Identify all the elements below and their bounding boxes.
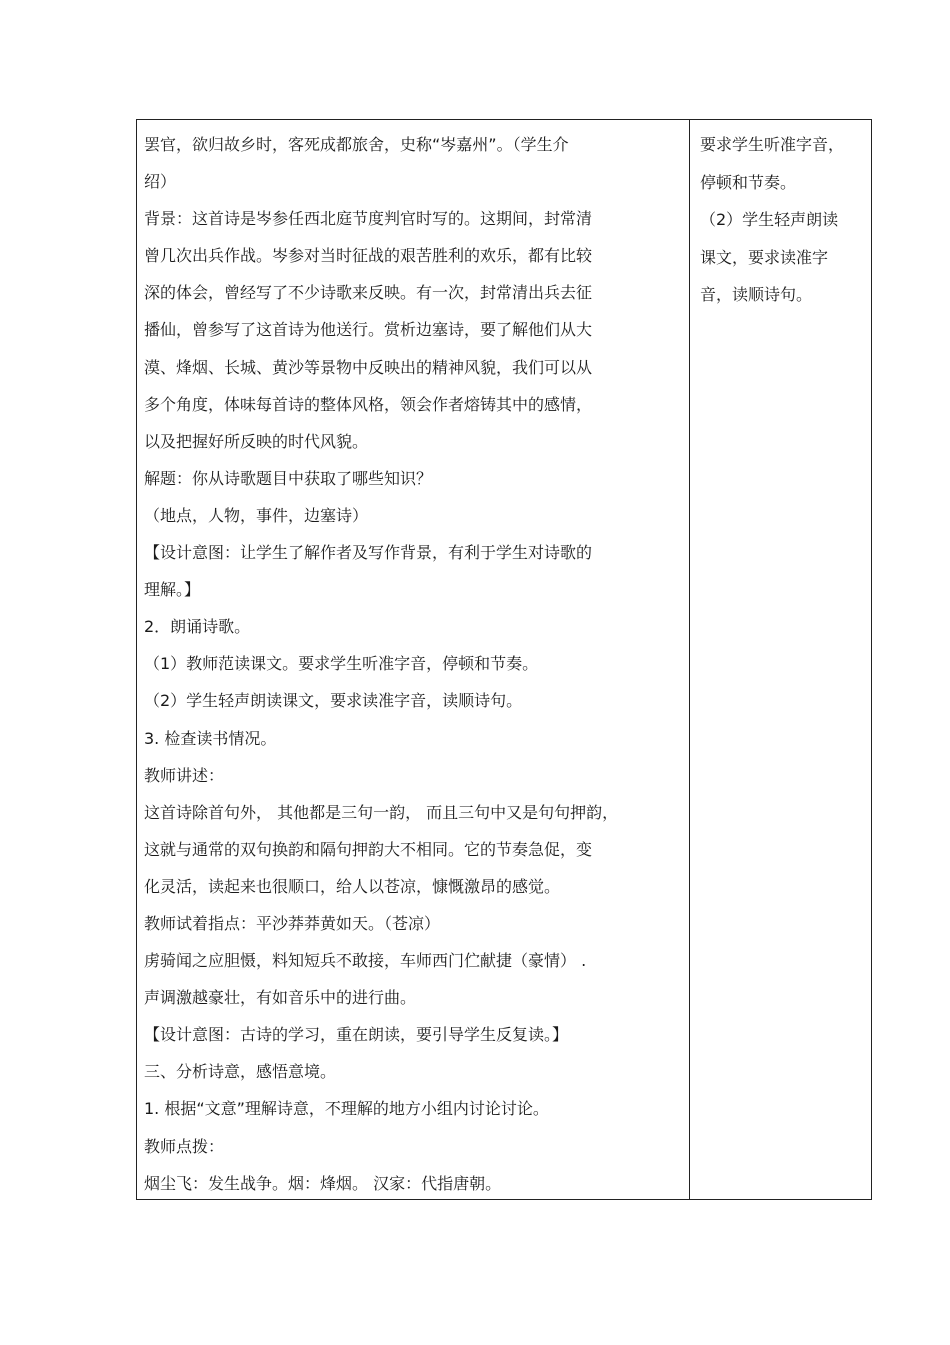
text-line: 解题：你从诗歌题目中获取了哪些知识？	[144, 468, 433, 488]
text-line: 播仙，曾参写了这首诗为他送行。赏析边塞诗，要了解他们从大	[144, 320, 593, 340]
text-line: 深的体会，曾经写了不少诗歌来反映。有一次，封常清出兵去征	[144, 283, 593, 303]
text-line: 教师讲述：	[144, 765, 225, 785]
text-line: （1）教师范读课文。要求学生听准字音，停顿和节奏。	[144, 654, 539, 674]
text-line: 2．朗诵诗歌。	[144, 617, 251, 637]
text-line: 三、分析诗意，感悟意境。	[144, 1062, 337, 1082]
text-line: 【设计意图：古诗的学习，重在朗读，要引导学生反复读。】	[144, 1025, 569, 1045]
text-line: 背景：这首诗是岑参任西北庭节度判官时写的。这期间，封常清	[144, 209, 593, 229]
text-line: 罢官，欲归故乡时，客死成都旅舍，史称“岑嘉州”。（学生介	[144, 135, 569, 154]
text-line: 烟尘飞：发生战争。烟：烽烟。 汉家：代指唐朝。	[144, 1173, 502, 1193]
text-line: 3. 检查读书情况。	[144, 728, 277, 748]
text-line: （2）学生轻声朗读	[700, 210, 839, 229]
text-line: 【设计意图：让学生了解作者及写作背景，有利于学生对诗歌的	[144, 543, 593, 563]
text-line: 漠、烽烟、长城、黄沙等景物中反映出的精神风貌，我们可以从	[144, 357, 593, 377]
text-line: 1. 根据“文意”理解诗意，不理解的地方小组内讨论讨论。	[144, 1099, 549, 1119]
text-line: 多个角度，体味每首诗的整体风格，领会作者熔铸其中的感情，	[144, 394, 593, 414]
text-line: 这首诗除首句外， 其他都是三句一韵， 而且三句中又是句句押韵，	[144, 802, 619, 822]
text-line: 曾几次出兵作战。岑参对当时征战的艰苦胜利的欢乐，都有比较	[144, 246, 593, 266]
lesson-table	[136, 119, 872, 1200]
teaching-process-column	[137, 120, 690, 1199]
text-line: 教师点拨：	[144, 1136, 225, 1156]
text-line: 音，读顺诗句。	[700, 285, 813, 304]
text-line: 声调激越豪壮，有如音乐中的进行曲。	[144, 988, 417, 1008]
text-line: 停顿和节奏。	[700, 172, 797, 192]
text-line: 化灵活，读起来也很顺口，给人以苍凉，慷慨激昂的感觉。	[144, 876, 561, 896]
text-line: 虏骑闻之应胆慑，料知短兵不敢接，车师西门伫献捷（豪情） .	[144, 951, 587, 971]
text-line: （地点，人物，事件，边塞诗）	[144, 505, 369, 525]
text-line: 这就与通常的双句换韵和隔句押韵大不相同。它的节奏急促，变	[144, 839, 593, 859]
text-line: 教师试着指点：平沙莽莽黄如天。（苍凉）	[144, 913, 441, 933]
text-line: 绍）	[144, 172, 177, 192]
text-line: 课文，要求读准字	[700, 247, 829, 267]
text-line: （2）学生轻声朗读课文，要求读准字音，读顺诗句。	[144, 691, 523, 711]
text-line: 要求学生听准字音，	[700, 135, 845, 154]
text-line: 理解。】	[144, 580, 201, 600]
text-line: 以及把握好所反映的时代风貌。	[144, 431, 369, 451]
student-activity-column	[690, 120, 871, 1199]
